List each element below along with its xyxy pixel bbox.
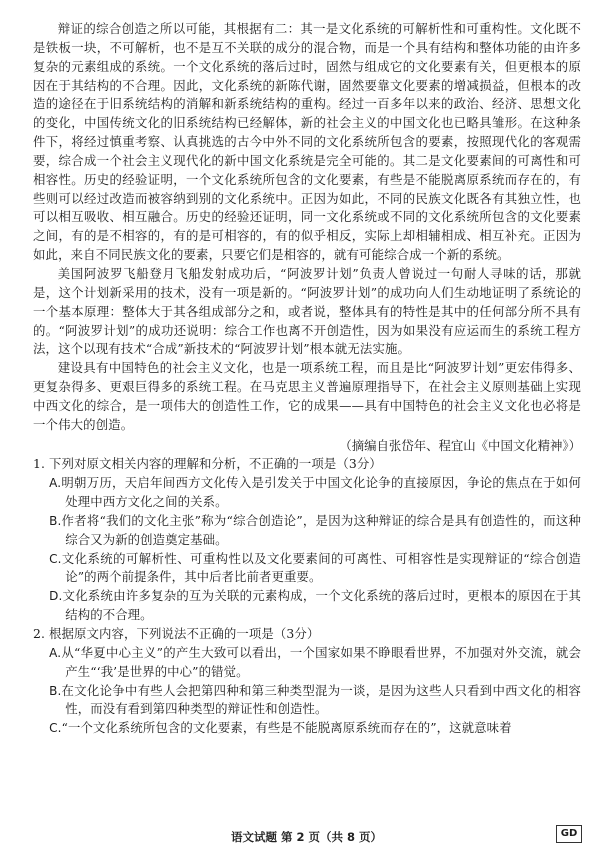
question-1-option-a: [33, 474, 581, 512]
question-1: [33, 455, 581, 625]
question-2-option-b: [33, 682, 581, 720]
question-2-stem: 2. 根据原文内容，下列说法不正确的一项是（3分）: [33, 626, 320, 641]
question-2-option-c: [33, 719, 581, 738]
option-text: 作者将“我们的文化主张”称为“综合创造论”，是因为这种辩证的综合是具有创造性的，而这种综合又为新的创造奠定基础。: [61, 512, 581, 547]
page-footer: 语文试题 第 2 页（共 8 页）: [230, 830, 383, 844]
option-letter: B.: [49, 513, 62, 528]
question-2-option-a: [33, 644, 581, 682]
option-text: 在文化论争中有些人会把第四种和第三种类型混为一谈，是因为这些人只看到中西文化的相容性，而没有看到第四种类型的辩证性和创造性。: [61, 682, 581, 717]
exam-code-badge: GD: [556, 825, 582, 843]
question-1-option-b: [33, 512, 581, 550]
option-letter: C.: [49, 551, 62, 566]
question-1-option-d: [33, 587, 581, 625]
article-paragraph-2: 美国阿波罗飞船登月飞船发射成功后，“阿波罗计划”负责人曾说过一句耐人寻味的话，那就是，这个计划新采用的技术，没有一项是新的。“阿波罗计划”的成功向人们生动地证明了系统论的一个基本原理：整体大于其各组成部分之和，或者说，整体具有的特性是其中的任何部分所不具有的。“阿波罗计划”的成功还说明：综合工作也离不开创造性，因为如果没有应运而生的系统工程方法，这个以现有技术“合成”新技术的“阿波罗计划”根本就无法实施。: [33, 265, 581, 357]
option-letter: A.: [49, 645, 62, 660]
option-letter: D.: [49, 589, 63, 604]
option-text: 明朝万历，天启年间西方文化传入是引发关于中国文化论争的直接原因，争论的焦点在于如何处理中西方文化之间的关系。: [61, 475, 581, 510]
article-paragraph-1: 辩证的综合创造之所以可能，其根据有二：其一是文化系统的可解析性和可重构性。文化既不是铁板一块，不可解析，也不是互不关联的成分的混合物，而是一个具有结构和整体功能的由许多复杂的元素组成的系统。一个文化系统的落后过时，固然与组成它的文化要素有关，但更根本的原因在于其结构的不合理。因此，文化系统的新陈代谢，固然要靠文化要素的增减损益，但根本的改造的途径在于旧系统结构的消解和新系统结构的重构。经过一百多年以来的政治、经济、思想文化的变化，中国传统文化的旧系统结构已经解体，新的社会主义的中国文化也已略具雏形。在这种条件下，将经过慎重考察、认真挑选的古今中外不同的文化系统所包含的要素，按照现代化的客观需要，综合成一个社会主义现代化的新中国文化系统是完全可能的。其二是文化要素间的可离性和可相容性。历史的经验证明，一个文化系统所包含的文化要素，有些是不能脱离原系统而存在的，有些则可以经过改造而被容纳到别的文化系统中。正因为如此，不同的民族文化既各有其独立性，也可以相互吸收、相互融合。历史的经验还证明，同一文化系统或不同的文化系统所包含的文化要素之间，有的是不相容的，有的是可相容的，有的似乎相反，实际上却相辅相成、相互补充。正因为如此，来自不同民族文化的要素，只要它们是相容的，就有可能综合成一个新的系统。: [33, 21, 581, 263]
question-1-option-c: [33, 550, 581, 588]
option-text: 文化系统由许多复杂的互为关联的元素构成，一个文化系统的落后过时，更根本的原因在于其结构的不合理。: [62, 588, 581, 623]
option-text: 文化系统的可解析性、可重构性以及文化要素间的可离性、可相容性是实现辩证的“综合创造论”的两个前提条件，其中后者比前者更重要。: [61, 550, 581, 585]
article-and-questions: [33, 20, 581, 738]
option-text: 从“华夏中心主义”的产生大致可以看出，一个国家如果不睁眼看世界，不加强对外交流，就会产生“‘我’是世界的中心”的错觉。: [61, 644, 581, 679]
article-source: （摘编自张岱年、程宜山《中国文化精神》）: [339, 437, 581, 453]
article-paragraph-3: 建设具有中国特色的社会主义文化，也是一项系统工程，而且是比“阿波罗计划”更宏伟得多、更复杂得多、更艰巨得多的系统工程。在马克思主义普遍原理指导下，在社会主义原则基础上实现中西文化的综合，是一项伟大的创造性工作，它的成果——具有中国特色的社会主义文化也必将是一个伟大的创造。: [33, 360, 581, 432]
option-letter: B.: [49, 683, 62, 698]
question-1-stem: 1. 下列对原文相关内容的理解和分析，不正确的一项是（3分）: [33, 456, 382, 472]
question-2: [33, 625, 581, 738]
option-text: “一个文化系统所包含的文化要素，有些是不能脱离原系统而存在的”，这就意味着: [61, 720, 512, 736]
option-letter: A.: [49, 476, 62, 491]
option-letter: C.: [49, 721, 62, 736]
